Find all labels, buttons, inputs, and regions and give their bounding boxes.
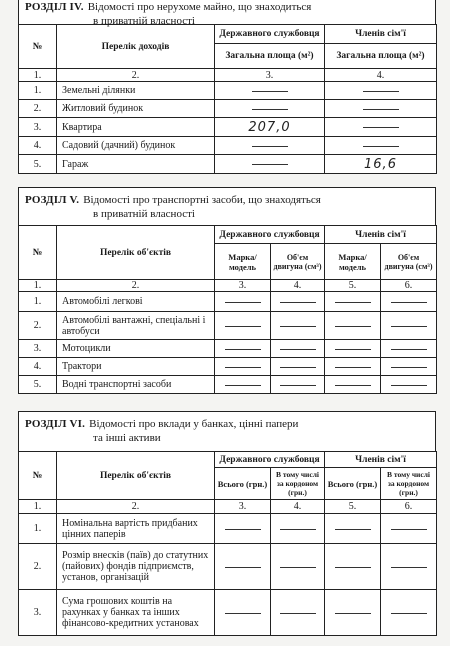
handwritten-value: 207,0 bbox=[248, 119, 291, 135]
numbering-cell: 3. bbox=[215, 69, 325, 82]
value-cell bbox=[215, 358, 271, 376]
section-4-table bbox=[18, 24, 437, 174]
value-cell bbox=[325, 590, 381, 636]
dash-mark bbox=[391, 349, 427, 350]
value-cell bbox=[325, 312, 381, 340]
value-cell bbox=[381, 376, 437, 394]
value-cell bbox=[381, 340, 437, 358]
value-cell bbox=[325, 544, 381, 590]
row-number: 1. bbox=[19, 82, 57, 100]
dash-mark bbox=[225, 367, 261, 368]
value-cell bbox=[325, 358, 381, 376]
value-cell bbox=[381, 514, 437, 544]
family-value-cell bbox=[325, 137, 437, 155]
dash-mark bbox=[335, 613, 371, 614]
table-row bbox=[19, 376, 437, 394]
col-official-header: Державного службовця bbox=[215, 25, 325, 44]
dash-mark bbox=[225, 529, 261, 530]
row-number: 2. bbox=[19, 100, 57, 118]
row-item: Автомобілі легкові bbox=[57, 292, 215, 312]
col-list-header: Перелік доходів bbox=[57, 25, 215, 69]
col-family-header: Членів сім'ї bbox=[325, 25, 437, 44]
section-6-title-line2: та інші активи bbox=[93, 432, 161, 444]
row-item: Розмір внесків (паїв) до статутних (пайових) фондів підприємств, установ, організацій bbox=[57, 544, 215, 590]
value-cell bbox=[325, 292, 381, 312]
row-number: 1. bbox=[19, 514, 57, 544]
row-number: 3. bbox=[19, 340, 57, 358]
row-number: 3. bbox=[19, 118, 57, 137]
value-cell bbox=[381, 312, 437, 340]
family-value-cell bbox=[325, 118, 437, 137]
family-value-cell bbox=[325, 155, 437, 174]
section-6-label: РОЗДІЛ VI. bbox=[25, 418, 86, 430]
numbering-cell: 1. bbox=[19, 280, 57, 292]
table-row bbox=[19, 358, 437, 376]
value-cell bbox=[271, 358, 325, 376]
section-5-header bbox=[18, 187, 436, 225]
dash-mark bbox=[363, 146, 399, 147]
numbering-cell: 6. bbox=[381, 500, 437, 514]
official-value-cell bbox=[215, 100, 325, 118]
dash-mark bbox=[225, 302, 261, 303]
official-value-cell bbox=[215, 118, 325, 137]
section-5-title-line2: в приватній власності bbox=[93, 208, 195, 220]
row-item: Житловий будинок bbox=[57, 100, 215, 118]
dash-mark bbox=[225, 385, 261, 386]
dash-mark bbox=[391, 302, 427, 303]
row-item: Автомобілі вантажні, спеціальні і автобуси bbox=[57, 312, 215, 340]
col-family-header: Членів сім'ї bbox=[325, 226, 437, 244]
section-6-header bbox=[18, 411, 436, 451]
numbering-cell: 1. bbox=[19, 500, 57, 514]
col-abroad-header: В тому числі за кордоном (грн.) bbox=[271, 468, 325, 500]
value-cell bbox=[215, 376, 271, 394]
col-brand-header: Марка/ модель bbox=[325, 244, 381, 280]
row-item: Садовий (дачний) будинок bbox=[57, 137, 215, 155]
dash-mark bbox=[335, 367, 371, 368]
table-row bbox=[19, 544, 437, 590]
dash-mark bbox=[335, 302, 371, 303]
col-official-header: Державного службовця bbox=[215, 452, 325, 468]
value-cell bbox=[381, 358, 437, 376]
dash-mark bbox=[280, 567, 316, 568]
dash-mark bbox=[225, 349, 261, 350]
dash-mark bbox=[252, 164, 288, 165]
col-area-official-header: Загальна площа (м²) bbox=[215, 44, 325, 69]
section-6 bbox=[18, 411, 436, 636]
dash-mark bbox=[335, 529, 371, 530]
value-cell bbox=[271, 514, 325, 544]
row-item: Гараж bbox=[57, 155, 215, 174]
row-item: Мотоцикли bbox=[57, 340, 215, 358]
section-6-title: Відомості про вклади у банках, цінні папери bbox=[89, 418, 299, 430]
row-number: 2. bbox=[19, 544, 57, 590]
value-cell bbox=[325, 376, 381, 394]
value-cell bbox=[215, 340, 271, 358]
dash-mark bbox=[391, 529, 427, 530]
col-family-header: Членів сім'ї bbox=[325, 452, 437, 468]
numbering-cell: 5. bbox=[325, 500, 381, 514]
dash-mark bbox=[391, 613, 427, 614]
table-row bbox=[19, 82, 437, 100]
dash-mark bbox=[252, 91, 288, 92]
table-row bbox=[19, 100, 437, 118]
official-value-cell bbox=[215, 82, 325, 100]
official-value-cell bbox=[215, 137, 325, 155]
row-item: Номінальна вартість придбаних цінних паперів bbox=[57, 514, 215, 544]
dash-mark bbox=[252, 146, 288, 147]
dash-mark bbox=[225, 567, 261, 568]
col-area-family-header: Загальна площа (м²) bbox=[325, 44, 437, 69]
table-row bbox=[19, 340, 437, 358]
dash-mark bbox=[363, 109, 399, 110]
table-row bbox=[19, 137, 437, 155]
numbering-cell: 4. bbox=[271, 280, 325, 292]
section-5-title: Відомості про транспортні засоби, що знаходяться bbox=[83, 194, 321, 206]
value-cell bbox=[215, 292, 271, 312]
col-total-header: Всього (грн.) bbox=[325, 468, 381, 500]
handwritten-value: 16,6 bbox=[364, 156, 397, 172]
dash-mark bbox=[252, 109, 288, 110]
value-cell bbox=[325, 340, 381, 358]
row-number: 4. bbox=[19, 358, 57, 376]
row-item: Квартира bbox=[57, 118, 215, 137]
section-6-table bbox=[18, 451, 437, 636]
value-cell bbox=[215, 544, 271, 590]
numbering-cell: 6. bbox=[381, 280, 437, 292]
value-cell bbox=[215, 590, 271, 636]
row-item: Трактори bbox=[57, 358, 215, 376]
dash-mark bbox=[335, 326, 371, 327]
section-5-label: РОЗДІЛ V. bbox=[25, 194, 80, 206]
dash-mark bbox=[363, 91, 399, 92]
col-total-header: Всього (грн.) bbox=[215, 468, 271, 500]
dash-mark bbox=[391, 567, 427, 568]
numbering-cell: 2. bbox=[57, 280, 215, 292]
section-5 bbox=[18, 187, 436, 394]
table-row bbox=[19, 590, 437, 636]
numbering-cell: 3. bbox=[215, 280, 271, 292]
col-list-header: Перелік об'єктів bbox=[57, 452, 215, 500]
official-value-cell bbox=[215, 155, 325, 174]
row-number: 5. bbox=[19, 155, 57, 174]
col-official-header: Державного службовця bbox=[215, 226, 325, 244]
family-value-cell bbox=[325, 100, 437, 118]
value-cell bbox=[271, 340, 325, 358]
col-no-header: № bbox=[19, 25, 57, 69]
value-cell bbox=[271, 544, 325, 590]
table-row bbox=[19, 292, 437, 312]
section-4-header bbox=[18, 0, 436, 27]
dash-mark bbox=[391, 385, 427, 386]
col-abroad-header: В тому числі за кордоном (грн.) bbox=[381, 468, 437, 500]
col-engine-header: Об'єм двигуна (см³) bbox=[381, 244, 437, 280]
row-number: 2. bbox=[19, 312, 57, 340]
dash-mark bbox=[280, 367, 316, 368]
dash-mark bbox=[391, 326, 427, 327]
value-cell bbox=[381, 590, 437, 636]
value-cell bbox=[215, 312, 271, 340]
row-item: Водні транспортні засоби bbox=[57, 376, 215, 394]
row-number: 4. bbox=[19, 137, 57, 155]
col-no-header: № bbox=[19, 452, 57, 500]
row-item: Земельні ділянки bbox=[57, 82, 215, 100]
table-row bbox=[19, 514, 437, 544]
numbering-cell: 2. bbox=[57, 500, 215, 514]
family-value-cell bbox=[325, 82, 437, 100]
col-engine-header: Об'єм двигуна (см³) bbox=[271, 244, 325, 280]
value-cell bbox=[381, 292, 437, 312]
table-row bbox=[19, 118, 437, 137]
dash-mark bbox=[335, 349, 371, 350]
dash-mark bbox=[280, 326, 316, 327]
row-number: 5. bbox=[19, 376, 57, 394]
numbering-cell: 3. bbox=[215, 500, 271, 514]
table-row bbox=[19, 155, 437, 174]
section-5-table bbox=[18, 225, 437, 394]
col-list-header: Перелік об'єктів bbox=[57, 226, 215, 280]
value-cell bbox=[215, 514, 271, 544]
dash-mark bbox=[280, 302, 316, 303]
section-4 bbox=[18, 0, 436, 174]
value-cell bbox=[271, 312, 325, 340]
col-no-header: № bbox=[19, 226, 57, 280]
value-cell bbox=[271, 376, 325, 394]
dash-mark bbox=[363, 127, 399, 128]
table-row bbox=[19, 312, 437, 340]
dash-mark bbox=[391, 367, 427, 368]
section-4-title: Відомості про нерухоме майно, що знаходиться bbox=[87, 1, 312, 13]
row-number: 3. bbox=[19, 590, 57, 636]
dash-mark bbox=[280, 529, 316, 530]
dash-mark bbox=[335, 385, 371, 386]
dash-mark bbox=[280, 613, 316, 614]
section-4-label: РОЗДІЛ IV. bbox=[25, 1, 84, 13]
numbering-cell: 4. bbox=[271, 500, 325, 514]
numbering-cell: 5. bbox=[325, 280, 381, 292]
section-4-title-line2: в приватній власності bbox=[93, 15, 195, 27]
value-cell bbox=[271, 590, 325, 636]
numbering-cell: 1. bbox=[19, 69, 57, 82]
dash-mark bbox=[225, 326, 261, 327]
row-item: Сума грошових коштів на рахунках у банках та інших фінансово-кредитних установах bbox=[57, 590, 215, 636]
dash-mark bbox=[280, 385, 316, 386]
dash-mark bbox=[225, 613, 261, 614]
value-cell bbox=[271, 292, 325, 312]
col-brand-header: Марка/ модель bbox=[215, 244, 271, 280]
value-cell bbox=[325, 514, 381, 544]
numbering-cell: 4. bbox=[325, 69, 437, 82]
numbering-cell: 2. bbox=[57, 69, 215, 82]
row-number: 1. bbox=[19, 292, 57, 312]
dash-mark bbox=[335, 567, 371, 568]
value-cell bbox=[381, 544, 437, 590]
dash-mark bbox=[280, 349, 316, 350]
